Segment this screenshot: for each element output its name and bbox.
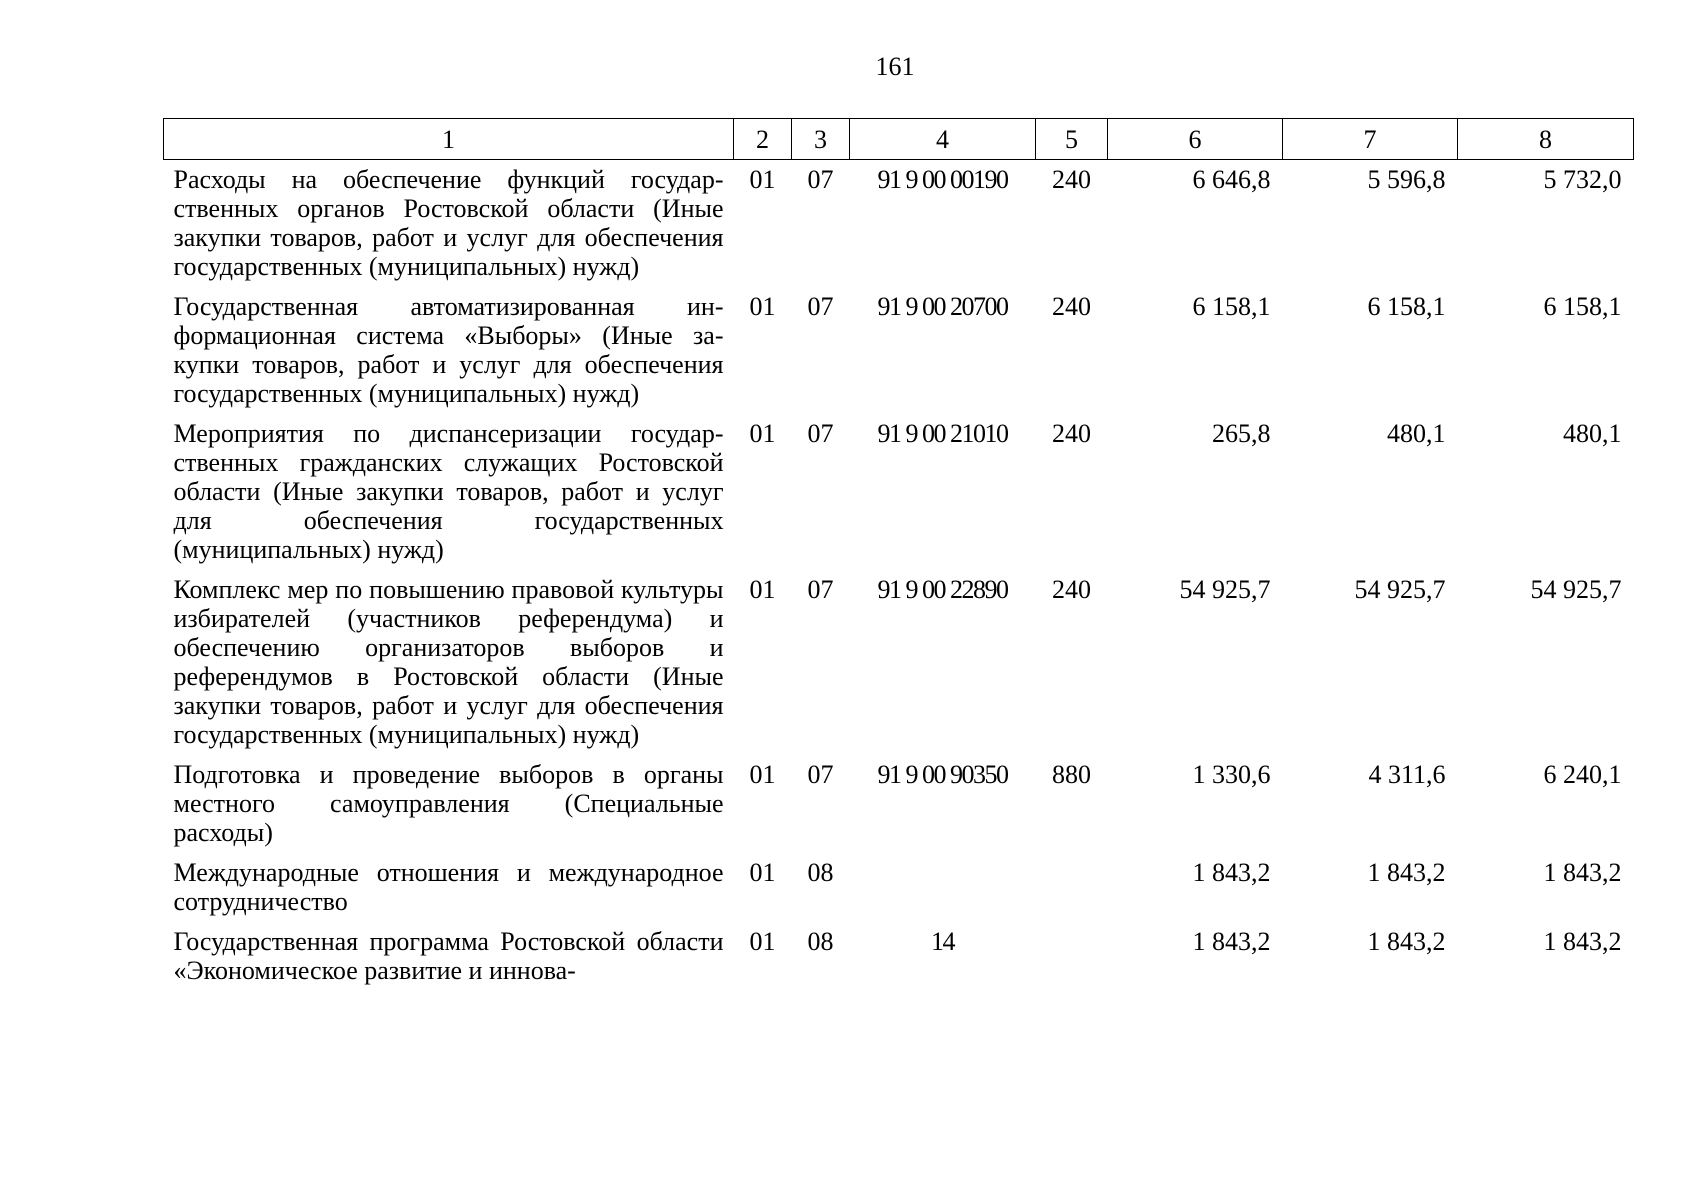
row-target-article: 91 9 00 90350 — [877, 760, 1008, 789]
row-target-article — [850, 858, 1036, 927]
page-number: 161 — [875, 52, 915, 81]
row-amount-year-1: 54 925,7 — [1179, 575, 1271, 604]
header-col-2: 2 — [734, 119, 792, 160]
row-description: Международные отношения и международное сотрудничество — [173, 858, 724, 916]
header-row — [164, 119, 1634, 160]
row-amount-year-3: 1 843,2 — [1543, 927, 1622, 956]
row-amount-year-3: 1 843,2 — [1543, 858, 1622, 887]
row-subsection-code: 07 — [807, 575, 834, 604]
row-target-article: 91 9 00 00190 — [877, 165, 1008, 194]
table-row — [164, 419, 1634, 575]
header-col-8: 8 — [1458, 119, 1634, 160]
table-row — [164, 858, 1634, 927]
row-amount-year-3: 6 240,1 — [1543, 760, 1622, 789]
row-amount-year-3: 6 158,1 — [1543, 292, 1622, 321]
row-amount-year-3: 480,1 — [1563, 419, 1622, 448]
row-subsection-code: 07 — [807, 292, 834, 321]
row-subsection-code: 07 — [807, 165, 834, 194]
row-subsection-code: 07 — [807, 760, 834, 789]
row-subsection-code: 08 — [807, 927, 834, 956]
row-amount-year-2: 54 925,7 — [1354, 575, 1446, 604]
table-row — [164, 292, 1634, 419]
row-expense-type — [1036, 927, 1108, 996]
row-description: Комплекс мер по повышению правовой культуры избирателей (участников референдума) и обеспечению организаторов выборов и референдумов в Ростовской области (Иные закупки товаров, работ и услуг для обеспечения государственных (муниципальных) нужд) — [173, 575, 724, 749]
row-amount-year-2: 1 843,2 — [1367, 927, 1446, 956]
row-amount-year-1: 1 843,2 — [1192, 858, 1271, 887]
row-expense-type: 880 — [1052, 760, 1091, 789]
table-row — [164, 927, 1634, 996]
row-section-code: 01 — [749, 419, 776, 448]
row-section-code: 01 — [749, 858, 776, 887]
row-target-article: 91 9 00 20700 — [877, 292, 1008, 321]
row-section-code: 01 — [749, 927, 776, 956]
row-section-code: 01 — [749, 292, 776, 321]
header-col-5: 5 — [1036, 119, 1108, 160]
row-subsection-code: 08 — [807, 858, 834, 887]
header-col-6: 6 — [1108, 119, 1283, 160]
row-subsection-code: 07 — [807, 419, 834, 448]
table-header — [164, 119, 1634, 160]
row-expense-type: 240 — [1052, 165, 1091, 194]
row-amount-year-2: 5 596,8 — [1367, 165, 1446, 194]
row-expense-type — [1036, 858, 1108, 927]
row-amount-year-2: 6 158,1 — [1367, 292, 1446, 321]
row-target-article: 91 9 00 22890 — [877, 575, 1008, 604]
row-description: Расходы на обеспечение функций государственных органов Ростовской области (Иные закупки товаров, работ и услуг для обеспечения государственных (муниципальных) нужд) — [173, 165, 724, 281]
row-amount-year-3: 5 732,0 — [1543, 165, 1622, 194]
row-amount-year-1: 265,8 — [1212, 419, 1271, 448]
row-target-article: 14 — [931, 927, 954, 956]
budget-table — [163, 118, 1634, 996]
row-description: Государственная программа Ростовской области «Экономическое развитие и иннова- — [173, 927, 724, 985]
row-amount-year-2: 1 843,2 — [1367, 858, 1446, 887]
row-section-code: 01 — [749, 575, 776, 604]
row-amount-year-1: 1 330,6 — [1192, 760, 1271, 789]
header-col-3: 3 — [792, 119, 850, 160]
header-col-7: 7 — [1283, 119, 1458, 160]
row-target-article: 91 9 00 21010 — [877, 419, 1008, 448]
row-amount-year-3: 54 925,7 — [1530, 575, 1622, 604]
table-body — [164, 160, 1634, 997]
header-col-4: 4 — [850, 119, 1036, 160]
table-row — [164, 575, 1634, 760]
row-section-code: 01 — [749, 165, 776, 194]
header-col-1: 1 — [164, 119, 734, 160]
row-amount-year-2: 480,1 — [1387, 419, 1446, 448]
row-section-code: 01 — [749, 760, 776, 789]
row-amount-year-2: 4 311,6 — [1368, 760, 1446, 789]
table-row — [164, 760, 1634, 858]
row-amount-year-1: 6 158,1 — [1192, 292, 1271, 321]
row-expense-type: 240 — [1052, 292, 1091, 321]
row-description: Мероприятия по диспансеризации государственных гражданских служащих Ростовской области (Иные закупки товаров, работ и услуг для обеспечения государственных (муниципальных) нужд) — [173, 419, 724, 564]
row-expense-type: 240 — [1052, 419, 1091, 448]
row-amount-year-1: 1 843,2 — [1192, 927, 1271, 956]
row-description: Подготовка и проведение выборов в органы местного самоуправления (Специальные расходы) — [173, 760, 724, 847]
row-description: Государственная автоматизированная информационная система «Выборы» (Иные закупки товаров, работ и услуг для обеспечения государственных (муниципальных) нужд) — [173, 292, 724, 408]
table-row — [164, 160, 1634, 293]
row-amount-year-1: 6 646,8 — [1192, 165, 1271, 194]
row-expense-type: 240 — [1052, 575, 1091, 604]
